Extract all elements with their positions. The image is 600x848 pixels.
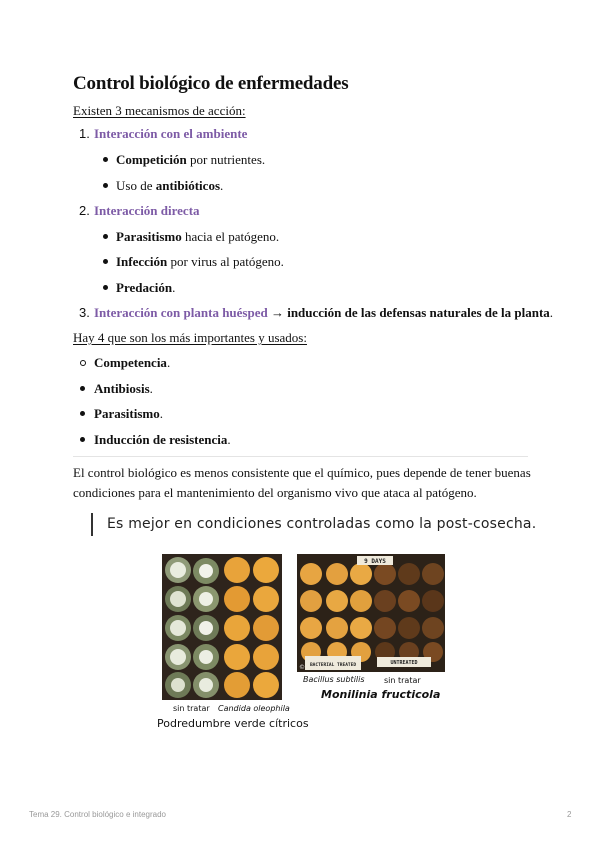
mechanism-1-label: Interacción con el ambiente bbox=[94, 126, 248, 141]
list-item: Infección por virus al patógeno. bbox=[116, 254, 284, 269]
body-paragraph: El control biológico es menos consistente que el químico, pues depende de tener buenas condiciones para el mantenimiento del organismo vivo que ataca al patógeno. bbox=[73, 465, 531, 500]
mechanisms-intro: Existen 3 mecanismos de acción: bbox=[73, 103, 246, 118]
bullet-dot bbox=[103, 234, 108, 239]
divider bbox=[73, 456, 528, 457]
bullet-dot bbox=[103, 259, 108, 264]
bullet-dot bbox=[103, 285, 108, 290]
list-item: Competición por nutrientes. bbox=[116, 152, 266, 167]
bullet-dot bbox=[80, 386, 85, 391]
footer-title: Tema 29. Control biológico e integrado bbox=[29, 810, 166, 819]
list-number-2: 2. bbox=[79, 203, 90, 218]
treated-tag-text: BACTERIAL TREATED bbox=[309, 663, 357, 668]
important-intro: Hay 4 que son los más importantes y usados: bbox=[73, 330, 307, 345]
list-item: Parasitismo hacia el patógeno. bbox=[116, 229, 280, 244]
list-number-3: 3. bbox=[79, 305, 90, 320]
bullet-dot bbox=[80, 437, 85, 442]
bullet-dot bbox=[103, 157, 108, 162]
figure1-caption-agent: Candida oleophila bbox=[218, 704, 290, 713]
figure1-caption-untreated: sin tratar bbox=[173, 704, 210, 713]
bullet-circle bbox=[80, 360, 86, 366]
bullet-dot bbox=[103, 183, 108, 188]
bullet-dot bbox=[80, 411, 85, 416]
page-number: 2 bbox=[567, 810, 572, 819]
list-item: Inducción de resistencia. bbox=[94, 432, 231, 447]
list-item: Predación. bbox=[116, 280, 176, 295]
list-item: Parasitismo. bbox=[94, 406, 163, 421]
figure2-caption-untreated: sin tratar bbox=[384, 676, 421, 685]
quote-bar bbox=[91, 513, 93, 536]
mechanism-3-label: Interacción con planta huésped → inducción de las defensas naturales de la planta. bbox=[94, 305, 554, 320]
list-item: Uso de antibióticos. bbox=[116, 178, 224, 193]
page-title: Control biológico de enfermedades bbox=[73, 73, 349, 94]
mechanism-2-label: Interacción directa bbox=[94, 203, 200, 218]
blockquote: Es mejor en condiciones controladas como la post-cosecha. bbox=[107, 516, 537, 532]
days-tag-text: 9 DAYS bbox=[364, 558, 386, 565]
citrus-photo bbox=[162, 554, 282, 700]
list-number-1: 1. bbox=[79, 126, 90, 141]
copyright-mark: © bbox=[299, 664, 305, 671]
peach-photo bbox=[297, 554, 445, 672]
figure2-title: Monilinia fructicola bbox=[321, 688, 441, 701]
untreated-tag-text: UNTREATED bbox=[390, 660, 418, 666]
figure2-caption-agent: Bacillus subtilis bbox=[303, 675, 365, 684]
figure1-title: Podredumbre verde cítricos bbox=[157, 717, 309, 730]
list-item: Antibiosis. bbox=[94, 381, 153, 396]
list-item: Competencia. bbox=[94, 355, 171, 370]
